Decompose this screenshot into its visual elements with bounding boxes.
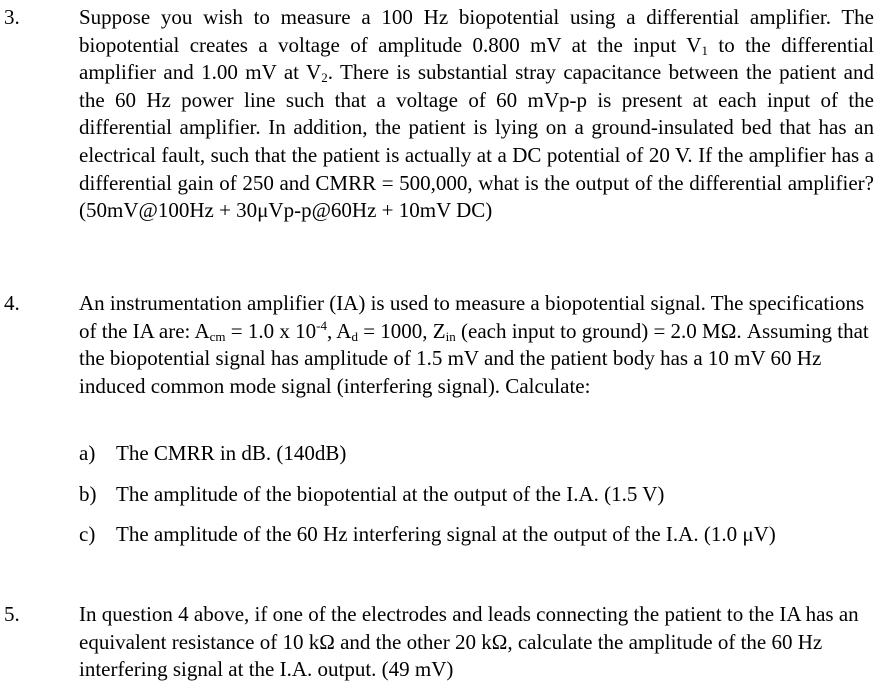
sub-question-label: a) [79, 441, 96, 465]
sub-question-text: The amplitude of the 60 Hz interfering signal at the output of the I.A. (1.0 μV) [116, 522, 776, 547]
sub-question-list [79, 440, 874, 549]
sub-question-label: b) [79, 481, 97, 506]
sub-question-a [79, 440, 874, 468]
question-number: 4. [4, 291, 20, 315]
sub-question-c [79, 521, 874, 549]
sub-question-text: The CMRR in dB. (140dB) [116, 441, 347, 465]
question-number: 5. [4, 602, 20, 626]
question-number: 3. [4, 5, 20, 29]
question-text: In question 4 above, if one of the electrodes and leads connecting the patient to the IA has an equivalent resistance of 10 kΩ and the other 20 kΩ, calculate the amplitude of the 60 Hz interfering signal at the I.A. output. (49 mV) [79, 602, 859, 682]
sub-question-label: c) [79, 522, 96, 547]
question-text: Suppose you wish to measure a 100 Hz biopotential using a differential amplifier. The biopotential creates a voltage of amplitude 0.800 mV at the input $V_1$ to the differential amplifier and 1.00 mV at $V_2$. There is substantial stray capacitance between the patient and the 60 Hz power line such that a voltage of 60 mVp-p is present at each input of the differential amplifier. In addition, the patient is lying on a ground-insulated bed that has an electrical fault, such that the patient is actually at a DC potential of 20 V. If the amplifier has a differential gain of 250 and CMRR = 500,000, what is the output of the differential amplifier? (50mV@100Hz + 30μVp-p@60Hz + 10mV DC) [79, 5, 875, 223]
question-text: An instrumentation amplifier (IA) is used to measure a biopotential signal. The specifications of the IA are: $A_{cm} = 1.0$ x $10^{-4}$, $A_d = 1000$, $Z_{in}$ (each input to ground) = 2.0 MΩ. Assuming that the biopotential signal has amplitude of 1.5 mV and the patient body has a 10 mV 60 Hz induced common mode signal (interfering signal). Calculate: [79, 291, 869, 398]
sub-question-b [79, 481, 874, 509]
sub-question-text: The amplitude of the biopotential at the output of the I.A. (1.5 V) [116, 481, 665, 506]
